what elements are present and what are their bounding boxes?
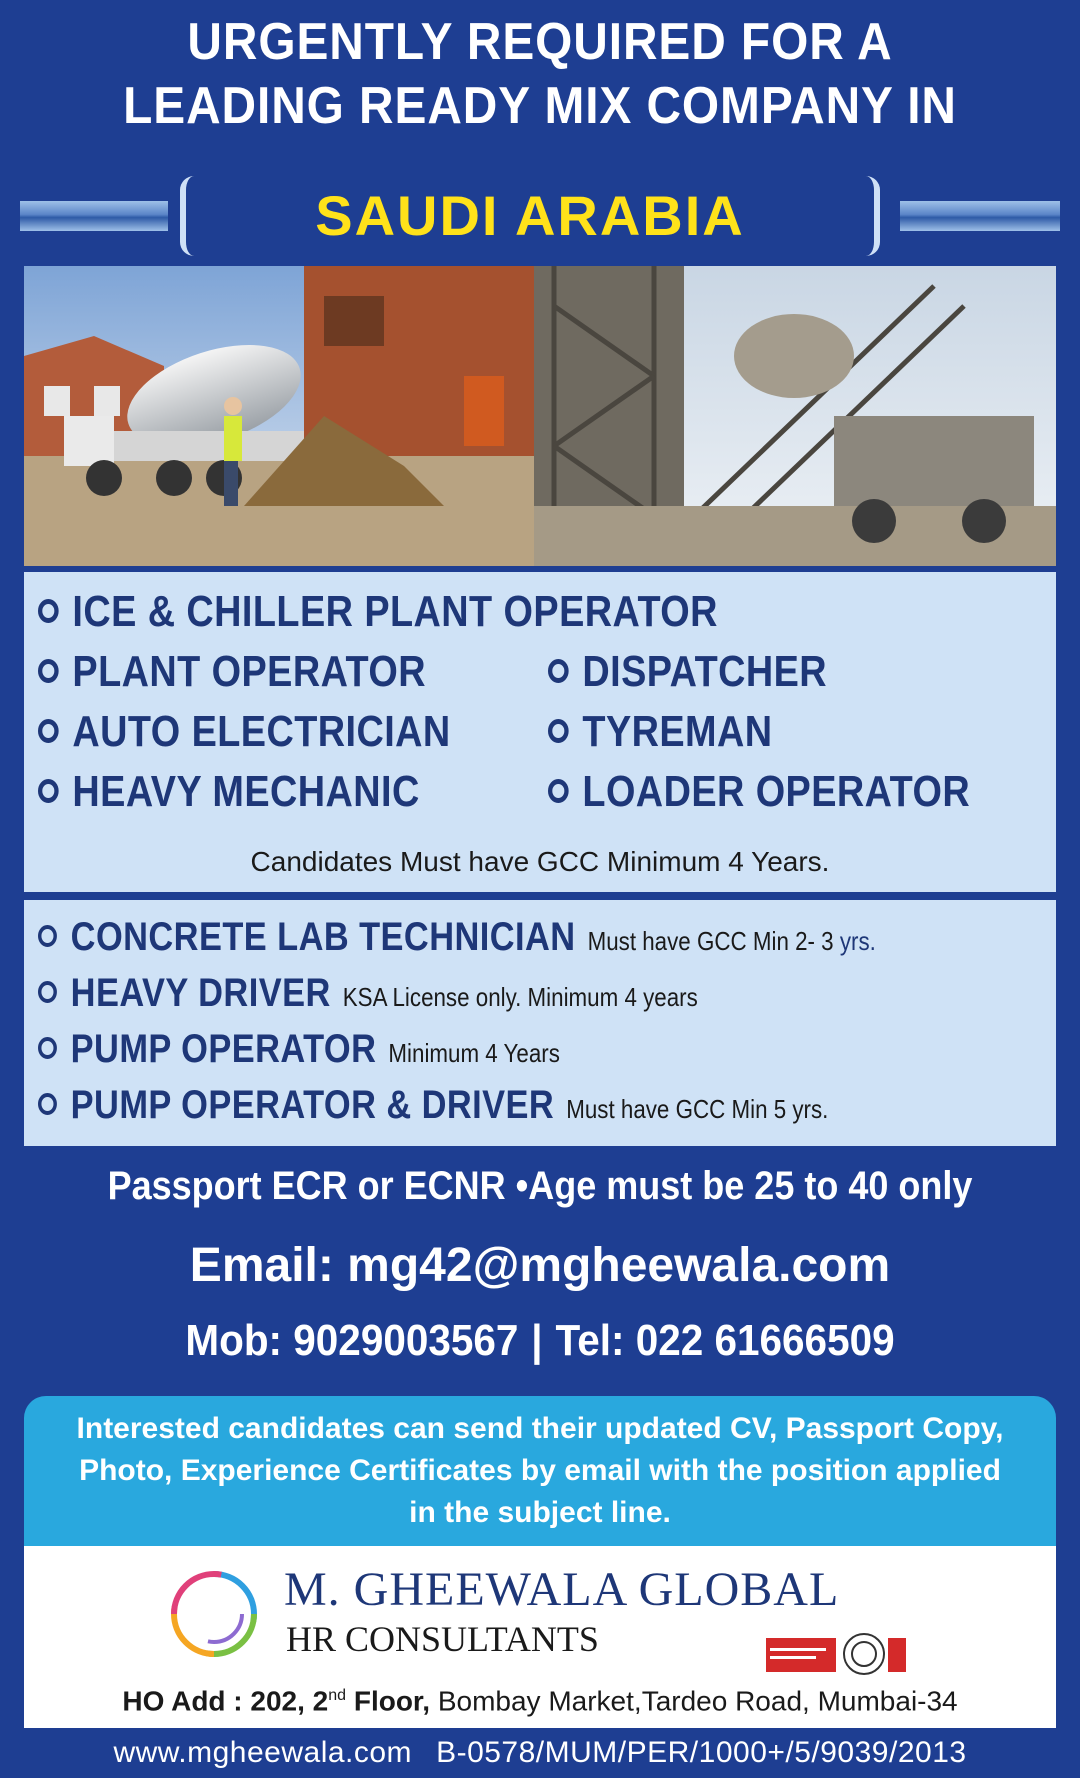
circle-bullet-icon — [38, 599, 59, 623]
job-title: TYREMAN — [582, 707, 773, 756]
eligibility-requirements: Passport ECR or ECNR •Age must be 25 to 40 only — [107, 1164, 973, 1208]
circle-bullet-icon — [38, 981, 57, 1003]
job-item — [38, 706, 451, 758]
job-item — [38, 912, 876, 966]
circle-bullet-icon — [548, 779, 569, 803]
company-name: M. GHEEWALA GLOBAL — [284, 1563, 840, 1616]
job-list-panel-2 — [24, 900, 1056, 1146]
head-office-address: HO Add : 202, 2nd Floor, Bombay Market,Tardeo Road, Mumbai-34 — [122, 1685, 958, 1717]
job-item — [548, 766, 970, 818]
decorative-bar-right — [900, 201, 1060, 231]
job-title: PUMP OPERATOR — [70, 1027, 377, 1071]
website-link[interactable]: www.mgheewala.com — [113, 1736, 413, 1769]
experience-note: Candidates Must have GCC Minimum 4 Years. — [250, 846, 830, 877]
job-title: DISPATCHER — [582, 647, 828, 696]
headline — [43, 10, 1037, 138]
job-requirement: Minimum 4 Years — [388, 1038, 560, 1068]
country-banner — [0, 176, 1080, 256]
circle-bullet-icon — [38, 925, 57, 947]
circle-bullet-icon — [548, 659, 569, 683]
contact-phones — [43, 1312, 1037, 1370]
job-title: LOADER OPERATOR — [582, 767, 971, 816]
telephone-number[interactable]: Tel: 022 61666509 — [555, 1316, 895, 1365]
job-requirement: Must have GCC Min 2- 3 yrs. — [587, 926, 876, 956]
mobile-number[interactable]: Mob: 9029003567 — [185, 1316, 519, 1365]
country-title: SAUDI ARABIA — [180, 176, 880, 256]
batching-plant-photo — [534, 266, 1056, 566]
job-title: PLANT OPERATOR — [72, 647, 427, 696]
job-title: AUTO ELECTRICIAN — [72, 707, 451, 756]
headline-line-1: URGENTLY REQUIRED FOR A — [187, 13, 893, 71]
job-item — [38, 1024, 560, 1078]
license-number: B-0578/MUM/PER/1000+/5/9039/2013 — [436, 1736, 967, 1769]
certification-badge-icon — [766, 1630, 916, 1678]
company-block — [24, 1546, 1056, 1728]
job-title: CONCRETE LAB TECHNICIAN — [70, 915, 576, 959]
photo-strip — [24, 266, 1056, 566]
decorative-bar-left — [20, 201, 168, 231]
circle-bullet-icon — [548, 719, 569, 743]
job-item — [38, 586, 718, 638]
concrete-mixer-truck-photo — [24, 266, 534, 566]
circle-bullet-icon — [38, 659, 59, 683]
job-item — [548, 646, 827, 698]
job-item — [38, 646, 426, 698]
job-title: ICE & CHILLER PLANT OPERATOR — [72, 587, 718, 636]
circle-bullet-icon — [38, 779, 59, 803]
job-list-panel-1 — [24, 572, 1056, 892]
job-requirement: KSA License only. Minimum 4 years — [342, 982, 698, 1012]
circle-bullet-icon — [38, 1093, 57, 1115]
application-instructions: Interested candidates can send their updated CV, Passport Copy, Photo, Experience Certificates by email with the position applied in the subject line. — [24, 1396, 1056, 1546]
company-subtitle: HR CONSULTANTS — [286, 1619, 599, 1659]
contact-email[interactable]: Email: mg42@mgheewala.com — [189, 1239, 891, 1292]
job-item — [38, 1080, 828, 1134]
job-title: HEAVY MECHANIC — [72, 767, 420, 816]
company-logo-icon — [164, 1564, 264, 1664]
job-title: PUMP OPERATOR & DRIVER — [70, 1083, 555, 1127]
job-item — [38, 968, 698, 1022]
job-item — [548, 706, 773, 758]
job-item — [38, 766, 420, 818]
phone-separator: | — [531, 1316, 543, 1365]
headline-line-2: LEADING READY MIX COMPANY IN — [123, 77, 957, 135]
circle-bullet-icon — [38, 1037, 57, 1059]
footer — [0, 1728, 1080, 1778]
circle-bullet-icon — [38, 719, 59, 743]
job-requirement: Must have GCC Min 5 yrs. — [566, 1094, 829, 1124]
job-title: HEAVY DRIVER — [70, 971, 331, 1015]
